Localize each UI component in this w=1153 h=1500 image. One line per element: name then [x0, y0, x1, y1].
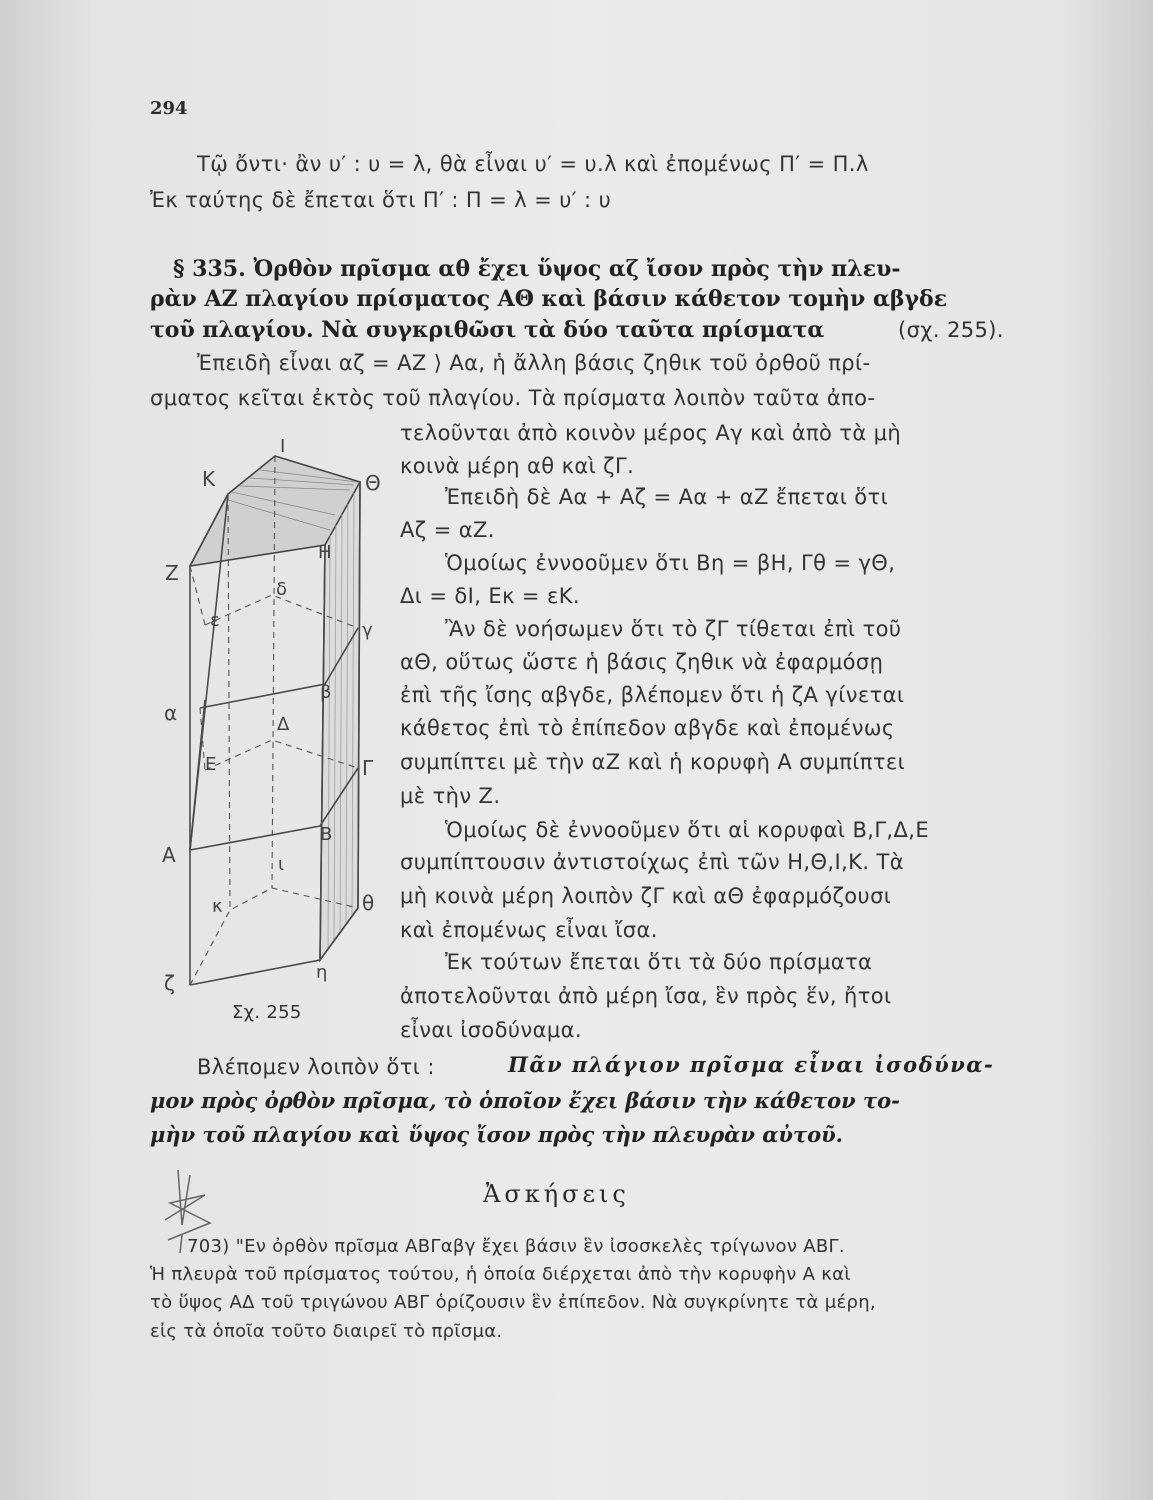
figure-caption: Σχ. 255: [232, 1002, 302, 1023]
fig-label: Γ: [362, 756, 374, 780]
right-line: κοινὰ μέρη αθ καὶ ζΓ.: [400, 454, 635, 478]
right-line: αΘ, οὕτως ὥστε ἡ βάσις ζηθικ νὰ ἐφαρμόσῃ: [400, 650, 884, 674]
exercise-line-2: Ἡ πλευρὰ τοῦ πρίσματος τούτου, ἡ ὁποία διέρχεται ἀπὸ τὴν κορυφὴν Α καὶ: [150, 1264, 851, 1285]
body-line-1: Ἐπειδὴ εἶναι αζ = ΑΖ ⟩ Αα, ἡ ἄλλη βάσις ζηθικ τοῦ ὀρθοῦ πρί-: [197, 351, 871, 375]
right-line: Ἐπειδὴ δὲ Αα + Αζ = Αα + αΖ ἔπεται ὅτι: [445, 485, 889, 509]
right-line: συμπίπτει μὲ τὴν αΖ καὶ ἡ κορυφὴ Α συμπίπτει: [400, 750, 906, 774]
exercise-line-1: 703) "Εν ὀρθὸν πρῖσμα ΑΒΓαβγ ἔχει βάσιν ἓν ἰσοσκελὲς τρίγωνον ΑΒΓ.: [187, 1236, 845, 1257]
fig-label: θ: [362, 891, 375, 915]
exercise-line-4: εἰς τὰ ὁποῖα τοῦτο διαιρεῖ τὸ πρῖσμα.: [150, 1321, 503, 1342]
fig-label: γ: [362, 620, 373, 641]
right-line: Αζ = αΖ.: [400, 518, 495, 542]
fig-label: Ζ: [165, 561, 179, 585]
conclusion-line-1: Πᾶν πλάγιον πρῖσμα εἶναι ἰσοδύνα-: [508, 1052, 995, 1077]
right-line: Ἂν δὲ νοήσωμεν ὅτι τὸ ζΓ τίθεται ἐπὶ τοῦ: [445, 617, 902, 641]
right-line: ἐπὶ τῆς ἴσης αβγδε, βλέπομεν ὅτι ἡ ζΑ γίνεται: [400, 683, 905, 707]
fig-label: Ι: [280, 436, 286, 457]
section-figure-ref: (σχ. 255).: [898, 318, 1004, 342]
fig-label: η: [316, 962, 328, 983]
right-line: ἀποτελοῦνται ἀπὸ μέρη ἴσα, ἓν πρὸς ἕν, ἤτοι: [400, 984, 892, 1008]
fig-label: α: [164, 701, 178, 725]
right-line: τελοῦνται ἀπὸ κοινὸν μέρος Αγ καὶ ἀπὸ τὰ μὴ: [400, 421, 902, 445]
exercises-heading: Ἀσκήσεις: [483, 1180, 630, 1208]
conclusion-line-3: μὴν τοῦ πλαγίου καὶ ὕψος ἴσον πρὸς τὴν πλευρὰν αὐτοῦ.: [150, 1122, 843, 1147]
body-line-2: σματος κεῖται ἐκτὸς τοῦ πλαγίου. Τὰ πρίσματα λοιπὸν ταῦτα ἀπο-: [150, 386, 876, 410]
fig-label: Δ: [277, 714, 290, 735]
section-line-1: § 335. Ὀρθὸν πρῖσμα αθ ἔχει ὕψος αζ ἴσον πρὸς τὴν πλευ-: [173, 256, 901, 282]
page-number: 294: [150, 98, 188, 119]
fig-label: ζ: [164, 971, 175, 995]
section-line-3: τοῦ πλαγίου. Νὰ συγκριθῶσι τὰ δύο ταῦτα πρίσματα: [150, 317, 825, 343]
conclusion-prefix: Βλέπομεν λοιπὸν ὅτι :: [197, 1055, 435, 1079]
right-line: μὴ κοινὰ μέρη λοιπὸν ζΓ καὶ αΘ ἐφαρμόζουσι: [400, 884, 892, 908]
fig-label: ε: [210, 610, 220, 631]
right-line: συμπίπτουσιν ἀντιστοίχως ἐπὶ τῶν Η,Θ,Ι,Κ. Τὰ: [400, 850, 904, 874]
top-line-2: Ἐκ ταύτης δὲ ἔπεται ὅτι Π′ : Π = λ = υ′ : υ: [150, 188, 612, 212]
right-line: Ὁμοίως δὲ ἐννοοῦμεν ὅτι αἱ κορυφαὶ Β,Γ,Δ,Ε: [445, 818, 930, 842]
fig-label: Β: [320, 824, 333, 845]
top-line-1: Τῷ ὄντι· ἂν υ′ : υ = λ, θὰ εἶναι υ′ = υ.λ καὶ ἐπομένως Π′ = Π.λ: [197, 152, 869, 176]
right-line: Ὁμοίως ἐννοοῦμεν ὅτι Βη = βΗ, Γθ = γΘ,: [445, 551, 896, 575]
section-line-2: ρὰν ΑΖ πλαγίου πρίσματος ΑΘ καὶ βάσιν κάθετον τομὴν αβγδε: [150, 286, 948, 312]
right-line: Ἐκ τούτων ἔπεται ὅτι τὰ δύο πρίσματα: [445, 950, 873, 974]
fig-label: β: [320, 682, 332, 703]
exercise-line-3: τὸ ὕψος ΑΔ τοῦ τριγώνου ΑΒΓ ὁρίζουσιν ἓν ἐπίπεδον. Νὰ συγκρίνητε τὰ μέρη,: [150, 1292, 876, 1313]
right-line: καὶ ἐπομένως εἶναι ἴσα.: [400, 918, 658, 942]
fig-label: δ: [276, 579, 288, 600]
fig-label: Η: [318, 542, 332, 563]
fig-label: Ε: [205, 754, 217, 775]
conclusion-line-2: μον πρὸς ὀρθὸν πρῖσμα, τὸ ὁποῖον ἔχει βάσιν τὴν κάθετον το-: [150, 1088, 900, 1113]
right-line: μὲ τὴν Ζ.: [400, 784, 501, 808]
fig-label: Κ: [202, 467, 216, 491]
fig-label: Α: [162, 843, 176, 867]
right-line: εἶναι ἰσοδύναμα.: [400, 1018, 582, 1042]
prism-figure: [150, 430, 390, 1000]
fig-label: κ: [212, 896, 223, 917]
fig-label: ι: [278, 854, 285, 875]
right-line: κάθετος ἐπὶ τὸ ἐπίπεδον αβγδε καὶ ἐπομένως: [400, 716, 895, 740]
right-line: Δι = δΙ, Εκ = εΚ.: [400, 584, 580, 608]
fig-label: Θ: [365, 471, 381, 495]
